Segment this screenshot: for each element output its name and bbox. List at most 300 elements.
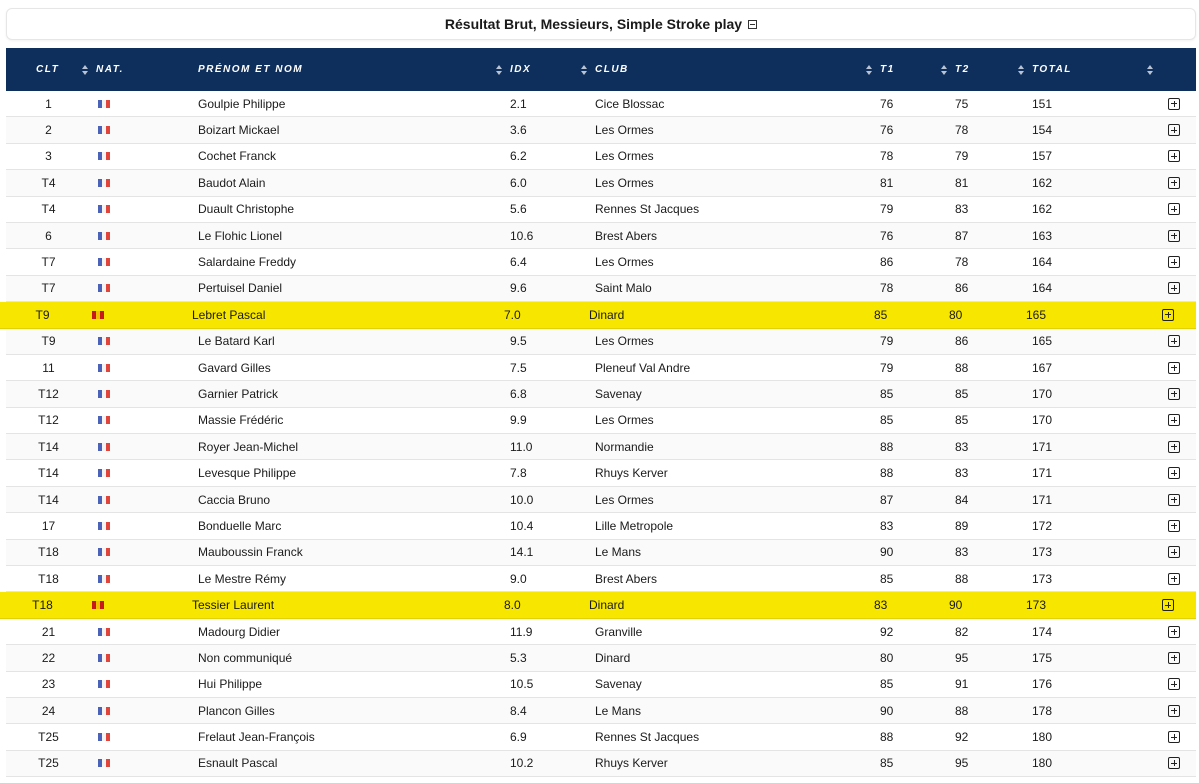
club-cell: Brest Abers (595, 228, 658, 243)
round1-cell: 88 (880, 730, 894, 745)
rank-cell: 23 (41, 677, 56, 692)
total-cell: 164 (1032, 255, 1053, 270)
rank-cell: T14 (38, 466, 59, 481)
expand-icon[interactable] (1168, 441, 1180, 453)
round2-cell: 95 (955, 756, 969, 771)
round2-cell: 83 (955, 545, 969, 560)
index-cell: 10.2 (510, 756, 534, 771)
index-cell: 2.1 (510, 96, 527, 111)
club-cell: Rhuys Kerver (595, 756, 668, 771)
rank-cell: T18 (38, 571, 59, 586)
nationality-cell (92, 592, 106, 617)
expand-icon[interactable] (1168, 282, 1180, 294)
table-row[interactable] (6, 170, 1196, 196)
index-cell: 10.5 (510, 677, 534, 692)
rank-cell: 11 (42, 360, 55, 375)
round1-cell: 88 (880, 466, 894, 481)
index-cell: 14.1 (510, 545, 534, 560)
table-row[interactable] (6, 117, 1196, 143)
nationality-cell (98, 751, 112, 776)
header-club-label: CLUB (595, 64, 629, 75)
table-row[interactable] (6, 513, 1196, 539)
index-cell: 6.0 (510, 175, 527, 190)
round1-cell: 87 (880, 492, 894, 507)
table-row[interactable] (6, 434, 1196, 460)
expand-cell[interactable] (1168, 434, 1182, 459)
sort-icon[interactable] (866, 65, 872, 75)
table-row[interactable] (6, 540, 1196, 566)
total-cell: 154 (1032, 123, 1053, 138)
header-total[interactable] (1018, 48, 1072, 91)
round1-cell: 90 (880, 545, 894, 560)
flag-icon (98, 258, 110, 266)
total-cell: 151 (1032, 96, 1053, 111)
nationality-cell (98, 619, 112, 644)
flag-icon (98, 496, 110, 504)
expand-icon[interactable] (1168, 467, 1180, 479)
rank-cell: 24 (41, 703, 56, 718)
table-row[interactable] (0, 302, 1196, 328)
table-row[interactable] (6, 144, 1196, 170)
round2-cell: 75 (955, 96, 969, 111)
club-cell: Dinard (589, 598, 625, 613)
table-row[interactable] (6, 487, 1196, 513)
club-cell: Savenay (595, 386, 642, 401)
table-row[interactable] (6, 751, 1196, 777)
flag-icon (98, 759, 110, 767)
expand-cell[interactable] (1168, 91, 1182, 116)
rank-cell: T4 (41, 202, 56, 217)
flag-icon (98, 232, 110, 240)
table-row[interactable] (6, 672, 1196, 698)
index-cell: 7.5 (510, 360, 527, 375)
round2-cell: 89 (955, 518, 969, 533)
expand-icon[interactable] (1168, 124, 1180, 136)
expand-cell[interactable] (1168, 355, 1182, 380)
total-cell: 173 (1026, 598, 1047, 613)
table-row[interactable] (6, 408, 1196, 434)
sort-icon[interactable] (1018, 65, 1024, 75)
round2-cell: 90 (949, 598, 963, 613)
total-cell: 170 (1032, 386, 1053, 401)
nationality-cell (98, 408, 112, 433)
header-idx-label: IDX (510, 64, 532, 75)
total-cell: 176 (1032, 677, 1053, 692)
club-cell: Rhuys Kerver (595, 466, 668, 481)
expand-cell[interactable] (1168, 117, 1182, 142)
round2-cell: 83 (955, 202, 969, 217)
round1-cell: 88 (880, 439, 894, 454)
round2-cell: 83 (955, 439, 969, 454)
index-cell: 10.6 (510, 228, 534, 243)
expand-cell[interactable] (1168, 619, 1182, 644)
player-name-cell: Salardaine Freddy (198, 255, 297, 270)
nationality-cell (98, 144, 112, 169)
round2-cell: 88 (955, 703, 969, 718)
total-cell: 165 (1026, 307, 1047, 322)
nationality-cell (98, 645, 112, 670)
flag-icon (98, 390, 110, 398)
sort-icon[interactable] (941, 65, 947, 75)
expand-cell[interactable] (1168, 540, 1182, 565)
nationality-cell (98, 724, 112, 749)
index-cell: 5.3 (510, 650, 527, 665)
club-cell: Savenay (595, 677, 642, 692)
nationality-cell (98, 91, 112, 116)
flag-icon (98, 443, 110, 451)
expand-icon[interactable] (1168, 652, 1180, 664)
index-cell: 8.0 (504, 598, 521, 613)
player-name-cell: Garnier Patrick (198, 386, 279, 401)
flag-icon (98, 364, 110, 372)
header-t2[interactable] (941, 48, 970, 91)
round1-cell: 83 (874, 598, 888, 613)
expand-icon[interactable] (1168, 256, 1180, 268)
round1-cell: 90 (880, 703, 894, 718)
total-cell: 162 (1032, 175, 1053, 190)
expand-cell[interactable] (1168, 276, 1182, 301)
expand-cell[interactable] (1168, 249, 1182, 274)
table-row[interactable] (6, 619, 1196, 645)
player-name-cell: Frelaut Jean-François (198, 730, 315, 745)
club-cell: Normandie (595, 439, 654, 454)
header-t2-label: T2 (955, 64, 970, 75)
total-cell: 173 (1032, 545, 1053, 560)
table-row[interactable] (6, 645, 1196, 671)
round1-cell: 79 (880, 360, 894, 375)
flag-icon (98, 548, 110, 556)
header-nat-label: NAT. (96, 64, 124, 75)
expand-icon[interactable] (1168, 414, 1180, 426)
rank-cell: T9 (35, 307, 50, 322)
header-idx[interactable] (496, 48, 531, 91)
flag-icon (98, 337, 110, 345)
header-nat[interactable] (82, 48, 124, 91)
flag-icon (98, 522, 110, 530)
nationality-cell (98, 117, 112, 142)
round2-cell: 78 (955, 255, 969, 270)
expand-cell[interactable] (1168, 144, 1182, 169)
nationality-cell (98, 513, 112, 538)
table-row[interactable] (6, 460, 1196, 486)
table-row[interactable] (0, 592, 1196, 618)
rank-cell: T25 (38, 756, 59, 771)
table-row[interactable] (6, 249, 1196, 275)
expand-icon[interactable] (1168, 626, 1180, 638)
flag-icon (92, 601, 104, 609)
round1-cell: 79 (880, 334, 894, 349)
club-cell: Les Ormes (595, 123, 654, 138)
index-cell: 8.4 (510, 703, 527, 718)
total-cell: 180 (1032, 730, 1053, 745)
player-name-cell: Hui Philippe (198, 677, 263, 692)
header-t1-label: T1 (880, 64, 895, 75)
header-total-label: TOTAL (1032, 64, 1072, 75)
expand-cell[interactable] (1168, 197, 1182, 222)
expand-cell[interactable] (1162, 302, 1176, 327)
rank-cell: 1 (45, 96, 52, 111)
total-cell: 172 (1032, 518, 1053, 533)
nationality-cell (98, 170, 112, 195)
flag-icon (98, 179, 110, 187)
expand-icon[interactable] (1168, 573, 1180, 585)
rank-cell: T25 (38, 730, 59, 745)
round1-cell: 85 (880, 571, 894, 586)
expand-cell[interactable] (1168, 724, 1182, 749)
expand-cell[interactable] (1168, 460, 1182, 485)
player-name-cell: Cochet Franck (198, 149, 277, 164)
index-cell: 3.6 (510, 123, 527, 138)
sort-icon[interactable] (581, 65, 587, 75)
expand-cell[interactable] (1168, 487, 1182, 512)
rank-cell: 17 (41, 518, 56, 533)
round2-cell: 85 (955, 386, 969, 401)
club-cell: Les Ormes (595, 492, 654, 507)
flag-icon (98, 126, 110, 134)
rank-cell: 6 (45, 228, 52, 243)
expand-icon[interactable] (1168, 203, 1180, 215)
expand-icon[interactable] (1162, 599, 1174, 611)
round2-cell: 86 (955, 281, 969, 296)
expand-icon[interactable] (1168, 150, 1180, 162)
expand-icon[interactable] (1168, 177, 1180, 189)
index-cell: 9.6 (510, 281, 527, 296)
total-cell: 170 (1032, 413, 1053, 428)
expand-icon[interactable] (1168, 230, 1180, 242)
total-cell: 157 (1032, 149, 1053, 164)
expand-icon[interactable] (1168, 520, 1180, 532)
index-cell: 11.9 (510, 624, 533, 639)
club-cell: Granville (595, 624, 643, 639)
player-name-cell: Boizart Mickael (198, 123, 280, 138)
expand-icon[interactable] (1168, 546, 1180, 558)
index-cell: 7.0 (504, 307, 521, 322)
expand-cell[interactable] (1168, 223, 1182, 248)
expand-cell[interactable] (1168, 672, 1182, 697)
sort-icon[interactable] (1147, 65, 1153, 75)
player-name-cell: Le Mestre Rémy (198, 571, 287, 586)
round2-cell: 78 (955, 123, 969, 138)
expand-icon[interactable] (1168, 335, 1180, 347)
player-name-cell: Pertuisel Daniel (198, 281, 283, 296)
results-title-bar[interactable] (6, 8, 1196, 40)
expand-icon[interactable] (1162, 309, 1174, 321)
expand-cell[interactable] (1168, 381, 1182, 406)
round2-cell: 80 (949, 307, 963, 322)
table-row[interactable] (6, 355, 1196, 381)
total-cell: 173 (1032, 571, 1053, 586)
sort-icon[interactable] (496, 65, 502, 75)
flag-icon (98, 152, 110, 160)
expand-cell[interactable] (1168, 566, 1182, 591)
player-name-cell: Esnault Pascal (198, 756, 278, 771)
rank-cell: 21 (41, 624, 56, 639)
table-row[interactable] (6, 91, 1196, 117)
table-row[interactable] (6, 329, 1196, 355)
expand-cell[interactable] (1168, 513, 1182, 538)
rank-cell: T18 (38, 545, 59, 560)
collapse-icon[interactable] (748, 20, 757, 29)
round2-cell: 84 (955, 492, 969, 507)
player-name-cell: Duault Christophe (198, 202, 295, 217)
round1-cell: 83 (880, 518, 894, 533)
nationality-cell (98, 355, 112, 380)
flag-icon (98, 284, 110, 292)
total-cell: 165 (1032, 334, 1053, 349)
header-name[interactable] (198, 48, 303, 91)
rank-cell: T12 (38, 413, 59, 428)
total-cell: 178 (1032, 703, 1053, 718)
club-cell: Brest Abers (595, 571, 658, 586)
flag-icon (98, 469, 110, 477)
player-name-cell: Non communiqué (198, 650, 293, 665)
nationality-cell (98, 540, 112, 565)
player-name-cell: Le Batard Karl (198, 334, 275, 349)
round2-cell: 91 (955, 677, 969, 692)
round2-cell: 79 (955, 149, 969, 164)
nationality-cell (98, 566, 112, 591)
nationality-cell (98, 698, 112, 723)
nationality-cell (98, 276, 112, 301)
nationality-cell (98, 487, 112, 512)
nationality-cell (98, 329, 112, 354)
round2-cell: 92 (955, 730, 969, 745)
expand-cell[interactable] (1162, 592, 1176, 617)
rank-cell: T9 (41, 334, 56, 349)
total-cell: 180 (1032, 756, 1053, 771)
round1-cell: 85 (880, 756, 894, 771)
club-cell: Les Ormes (595, 175, 654, 190)
table-row[interactable] (6, 724, 1196, 750)
round2-cell: 88 (955, 571, 969, 586)
header-expand[interactable] (1147, 48, 1161, 91)
player-name-cell: Goulpie Philippe (198, 96, 286, 111)
round1-cell: 79 (880, 202, 894, 217)
club-cell: Cice Blossac (595, 96, 665, 111)
player-name-cell: Madourg Didier (198, 624, 281, 639)
round1-cell: 80 (880, 650, 894, 665)
results-table (6, 48, 1196, 777)
player-name-cell: Tessier Laurent (192, 598, 275, 613)
player-name-cell: Caccia Bruno (198, 492, 271, 507)
expand-cell[interactable] (1168, 751, 1182, 776)
index-cell: 11.0 (510, 439, 533, 454)
round2-cell: 82 (955, 624, 969, 639)
flag-icon (98, 680, 110, 688)
total-cell: 167 (1032, 360, 1053, 375)
total-cell: 163 (1032, 228, 1053, 243)
index-cell: 10.0 (510, 492, 534, 507)
total-cell: 162 (1032, 202, 1053, 217)
flag-icon (98, 733, 110, 741)
expand-cell[interactable] (1168, 408, 1182, 433)
nationality-cell (98, 223, 112, 248)
index-cell: 6.2 (510, 149, 527, 164)
table-row[interactable] (6, 276, 1196, 302)
flag-icon (98, 654, 110, 662)
club-cell: Rennes St Jacques (595, 202, 700, 217)
header-t1[interactable] (866, 48, 895, 91)
expand-cell[interactable] (1168, 698, 1182, 723)
expand-icon[interactable] (1168, 678, 1180, 690)
rank-cell: T12 (38, 386, 59, 401)
flag-icon (98, 100, 110, 108)
nationality-cell (98, 434, 112, 459)
table-row[interactable] (6, 197, 1196, 223)
nationality-cell (98, 460, 112, 485)
table-row[interactable] (6, 381, 1196, 407)
expand-icon[interactable] (1168, 731, 1180, 743)
round1-cell: 76 (880, 123, 894, 138)
expand-icon[interactable] (1168, 705, 1180, 717)
rank-cell: 3 (45, 149, 52, 164)
index-cell: 7.8 (510, 466, 527, 481)
index-cell: 9.0 (510, 571, 527, 586)
club-cell: Pleneuf Val Andre (595, 360, 691, 375)
header-club[interactable] (581, 48, 629, 91)
rank-cell: T4 (41, 175, 56, 190)
club-cell: Saint Malo (595, 281, 652, 296)
total-cell: 175 (1032, 650, 1053, 665)
round1-cell: 85 (880, 386, 894, 401)
index-cell: 5.6 (510, 202, 527, 217)
results-title: Résultat Brut, Messieurs, Simple Stroke play (444, 16, 743, 32)
table-header (6, 48, 1196, 91)
expand-icon[interactable] (1168, 494, 1180, 506)
expand-cell[interactable] (1168, 329, 1182, 354)
club-cell: Dinard (595, 650, 631, 665)
flag-icon (98, 205, 110, 213)
expand-icon[interactable] (1168, 388, 1180, 400)
player-name-cell: Bonduelle Marc (198, 518, 282, 533)
round2-cell: 87 (955, 228, 969, 243)
expand-cell[interactable] (1168, 170, 1182, 195)
nationality-cell (98, 197, 112, 222)
expand-icon[interactable] (1168, 362, 1180, 374)
round1-cell: 81 (880, 175, 894, 190)
expand-icon[interactable] (1168, 98, 1180, 110)
table-row[interactable] (6, 566, 1196, 592)
round1-cell: 85 (880, 413, 894, 428)
nationality-cell (98, 672, 112, 697)
nationality-cell (98, 381, 112, 406)
table-row[interactable] (6, 698, 1196, 724)
round1-cell: 76 (880, 96, 894, 111)
table-row[interactable] (6, 223, 1196, 249)
header-clt-label: CLT (36, 64, 60, 75)
table-body (6, 91, 1196, 777)
round2-cell: 81 (955, 175, 969, 190)
round1-cell: 78 (880, 281, 894, 296)
round2-cell: 83 (955, 466, 969, 481)
round1-cell: 85 (880, 677, 894, 692)
nationality-cell (98, 249, 112, 274)
player-name-cell: Royer Jean-Michel (198, 439, 299, 454)
round2-cell: 95 (955, 650, 969, 665)
rank-cell: T14 (38, 439, 59, 454)
index-cell: 9.5 (510, 334, 527, 349)
total-cell: 164 (1032, 281, 1053, 296)
expand-cell[interactable] (1168, 645, 1182, 670)
flag-icon (98, 575, 110, 583)
header-clt[interactable] (36, 48, 59, 91)
round1-cell: 86 (880, 255, 894, 270)
sort-icon[interactable] (82, 65, 88, 75)
player-name-cell: Massie Frédéric (198, 413, 284, 428)
round1-cell: 85 (874, 307, 888, 322)
total-cell: 171 (1032, 439, 1053, 454)
expand-icon[interactable] (1168, 757, 1180, 769)
